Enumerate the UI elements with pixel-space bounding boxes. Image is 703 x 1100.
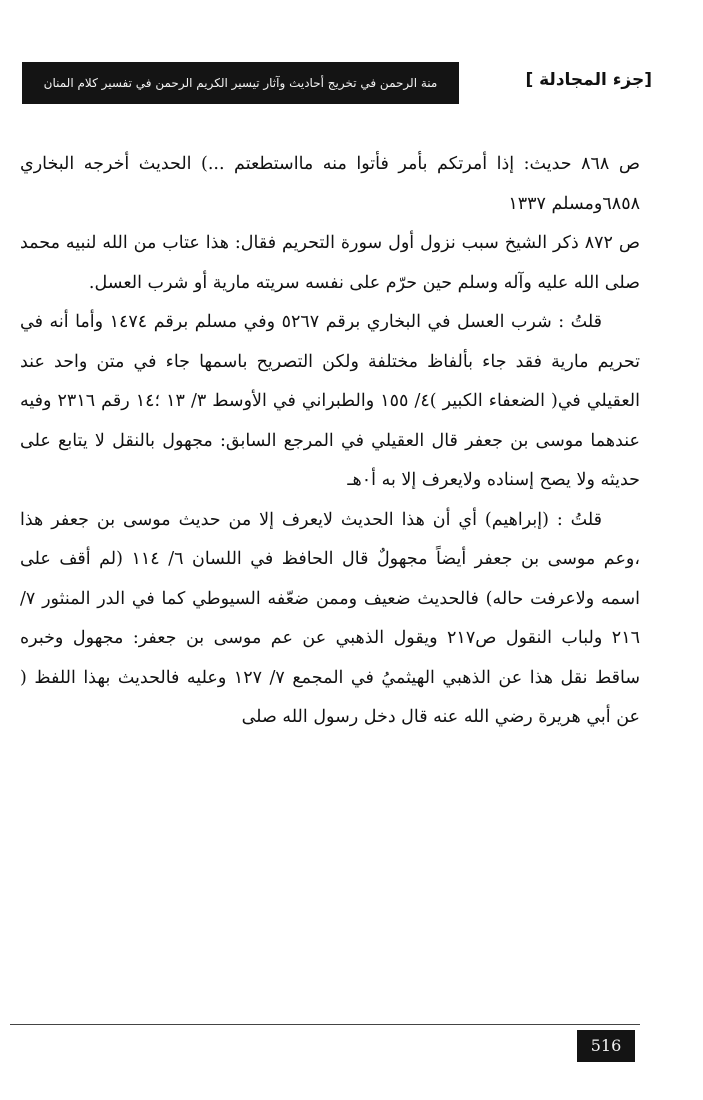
paragraph-hadith-868: ص ٨٦٨ حديث: إذا أمرتكم بأمر فأتوا منه مااستطعتم ...) الحديث أخرجه البخاري ٦٨٥٨ومسلم ١٣٣٧ [20, 154, 640, 214]
page-number: 516 [577, 1030, 635, 1062]
paragraph-note-honey: قلتُ : شرب العسل في البخاري برقم ٥٢٦٧ وفي مسلم برقم ١٤٧٤ وأما أنه في تحريم مارية فقد جاء بألفاظ مختلفة ولكن التصريح باسمها جاء في متن واحد عند العقيلي في( الضعفاء الكبير )٤/ ١٥٥ والطبراني في الأوسط ٣/ ١٣ ؛١٤ رقم ٢٣١٦ وفيه عندهما موسى بن جعفر قال العقيلي في المرجع السابق: مجهول بالنقل لا يتابع على حديثه ولا يصح إسناده ولايعرف إلا به أ٠هـ [20, 312, 640, 490]
running-header [22, 62, 652, 104]
book-title-band: منة الرحمن في تخريج أحاديث وآثار تيسير الكريم الرحمن في تفسير كلام المنان [22, 62, 459, 104]
paragraph-tahrim-872: ص ٨٧٢ ذكر الشيخ سبب نزول أول سورة التحريم فقال: هذا عتاب من الله لنبيه محمد صلى الله عليه وآله وسلم حين حرّم على نفسه سريته مارية أو شرب العسل. [20, 233, 640, 293]
page-body [20, 145, 640, 738]
section-label: [جزء المجادلة ] [525, 70, 652, 90]
paragraph-note-ibrahim: قلتُ : (إبراهيم) أي أن هذا الحديث لايعرف إلا من حديث موسى بن جعفر هذا ،وعم موسى بن جعفر أيضاً مجهولٌ قال الحافظ في اللسان ٦/ ١١٤ (لم أقف على اسمه ولاعرفت حاله) فالحديث ضعيف وممن ضعّفه السيوطي كما في الدر المنثور ٧/ ٢١٦ ولباب النقول ص٢١٧ ويقول الذهبي عن عم موسى بن جعفر: مجهول وخبره ساقط نقل هذا عن الذهبي الهيثميُ في المجمع ٧/ ١٢٧ وعليه فالحديث بهذا اللفظ ( عن أبي هريرة رضي الله عنه قال دخل رسول الله صلى [20, 509, 640, 727]
footer-divider [10, 1024, 640, 1025]
